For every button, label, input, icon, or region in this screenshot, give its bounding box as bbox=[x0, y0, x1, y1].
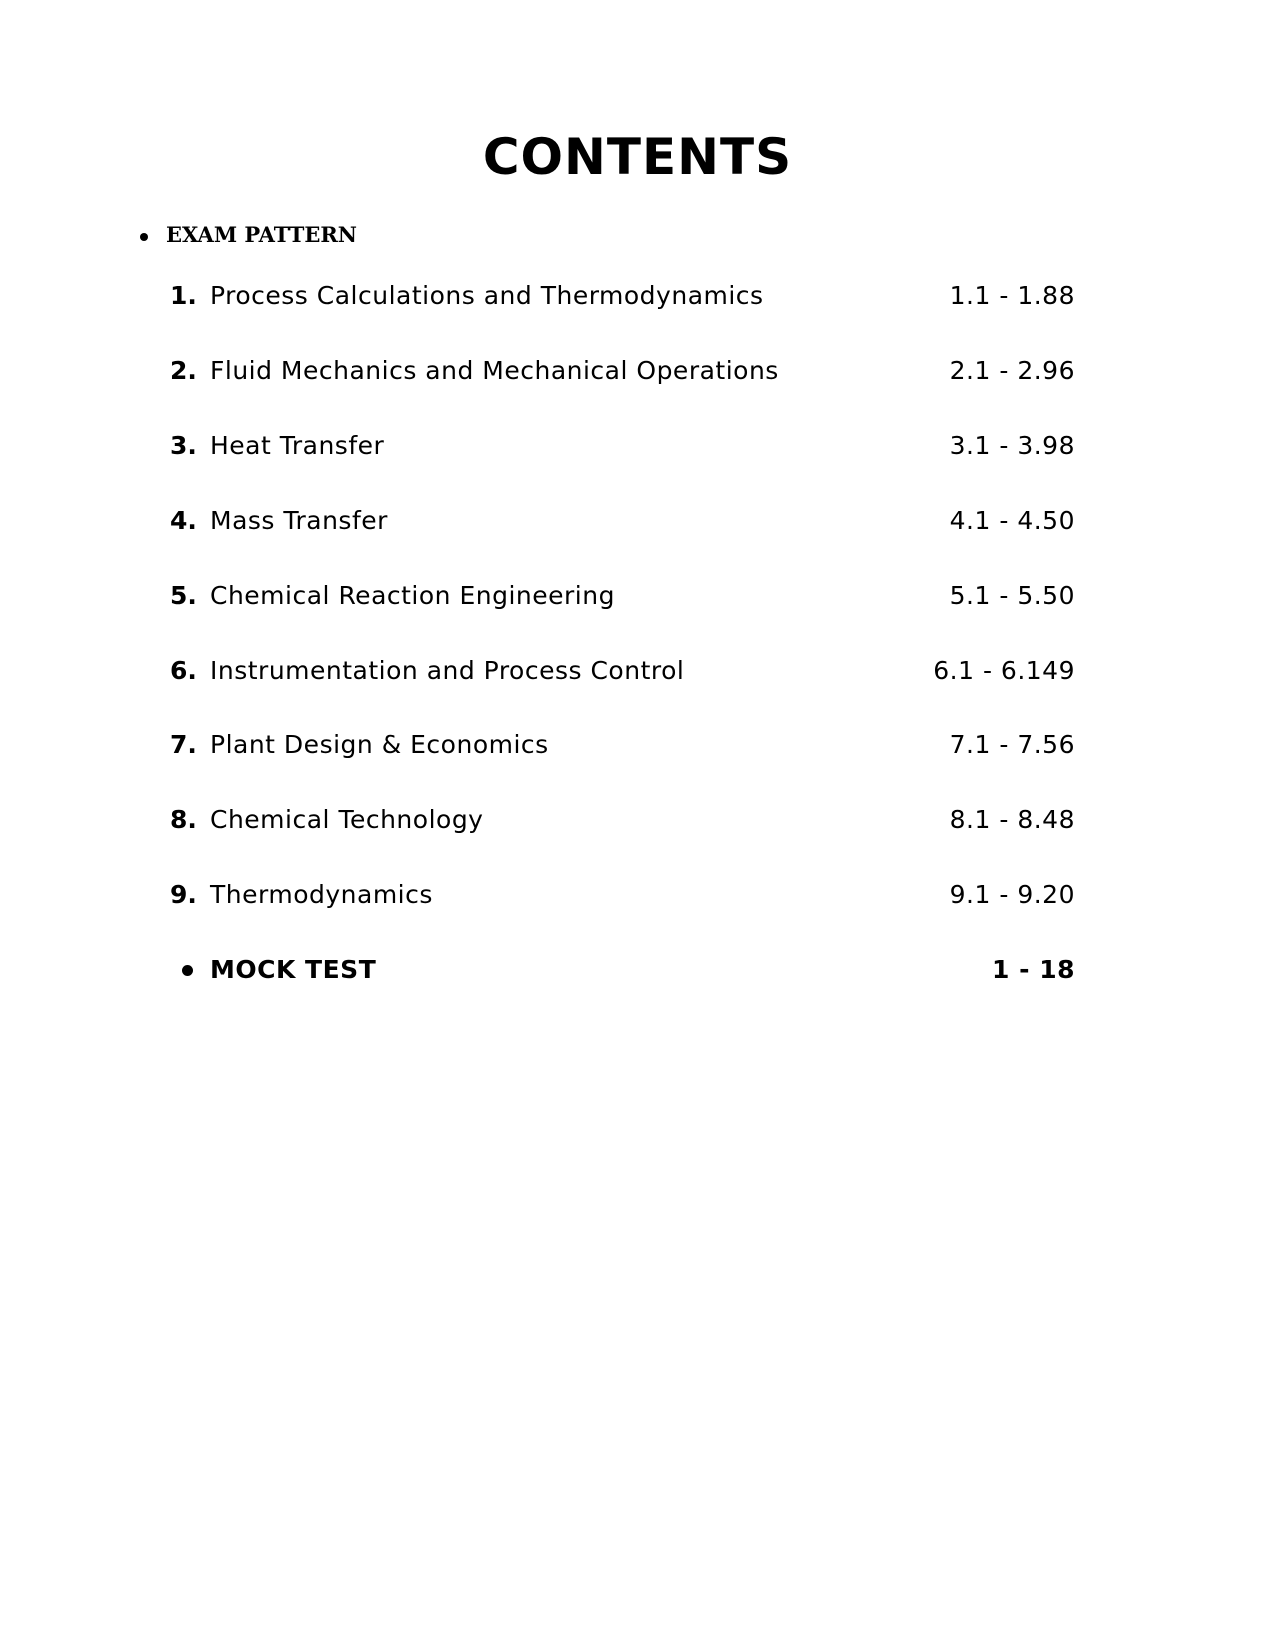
entry-pages: 5.1 - 5.50 bbox=[949, 580, 1075, 610]
entry-pages: 1.1 - 1.88 bbox=[949, 281, 1075, 310]
entry-pages: 1 - 18 bbox=[992, 955, 1075, 984]
toc-entry bbox=[170, 281, 1075, 313]
entry-pages: 7.1 - 7.56 bbox=[949, 730, 1075, 760]
toc-entry bbox=[170, 431, 1075, 463]
entry-num: 5. bbox=[170, 580, 197, 610]
toc-entry bbox=[170, 880, 1075, 912]
entry-label: Heat Transfer bbox=[210, 430, 385, 460]
toc-entry bbox=[170, 805, 1075, 837]
entry-label: Chemical Technology bbox=[210, 805, 484, 835]
page-title: CONTENTS bbox=[482, 128, 793, 186]
entry-label: Process Calculations and Thermodynamics bbox=[210, 281, 764, 310]
entry-pages: 3.1 - 3.98 bbox=[949, 430, 1075, 460]
bullet-icon bbox=[182, 965, 193, 976]
entry-num: 6. bbox=[170, 655, 197, 685]
toc-entry bbox=[170, 656, 1075, 688]
toc-entry bbox=[170, 581, 1075, 613]
toc-entry bbox=[170, 730, 1075, 762]
mock-test-entry bbox=[170, 955, 1075, 987]
toc-entry bbox=[170, 356, 1075, 388]
entry-num: 7. bbox=[170, 730, 197, 760]
entry-pages: 6.1 - 6.149 bbox=[933, 655, 1075, 685]
entry-pages: 8.1 - 8.48 bbox=[949, 805, 1075, 835]
bullet-icon bbox=[140, 233, 148, 241]
entry-num: 9. bbox=[170, 880, 197, 910]
entry-num: 3. bbox=[170, 430, 197, 460]
entry-num: 1. bbox=[170, 281, 197, 310]
entry-label: Fluid Mechanics and Mechanical Operations bbox=[210, 355, 779, 385]
exam-pattern-label: EXAM PATTERN bbox=[166, 222, 357, 247]
entry-num: 8. bbox=[170, 805, 197, 835]
entry-pages: 4.1 - 4.50 bbox=[949, 505, 1075, 535]
entry-num: 2. bbox=[170, 355, 197, 385]
entry-label: Mass Transfer bbox=[210, 505, 388, 535]
entry-label: Plant Design & Economics bbox=[210, 730, 549, 760]
exam-pattern-entry bbox=[140, 222, 357, 247]
entry-label: Chemical Reaction Engineering bbox=[210, 580, 615, 610]
toc-entry bbox=[170, 506, 1075, 538]
entry-pages: 2.1 - 2.96 bbox=[949, 355, 1075, 385]
entry-label: MOCK TEST bbox=[210, 955, 377, 984]
entry-label: Thermodynamics bbox=[210, 880, 433, 910]
entry-label: Instrumentation and Process Control bbox=[210, 655, 685, 685]
entry-num: 4. bbox=[170, 505, 197, 535]
entry-pages: 9.1 - 9.20 bbox=[949, 880, 1075, 910]
